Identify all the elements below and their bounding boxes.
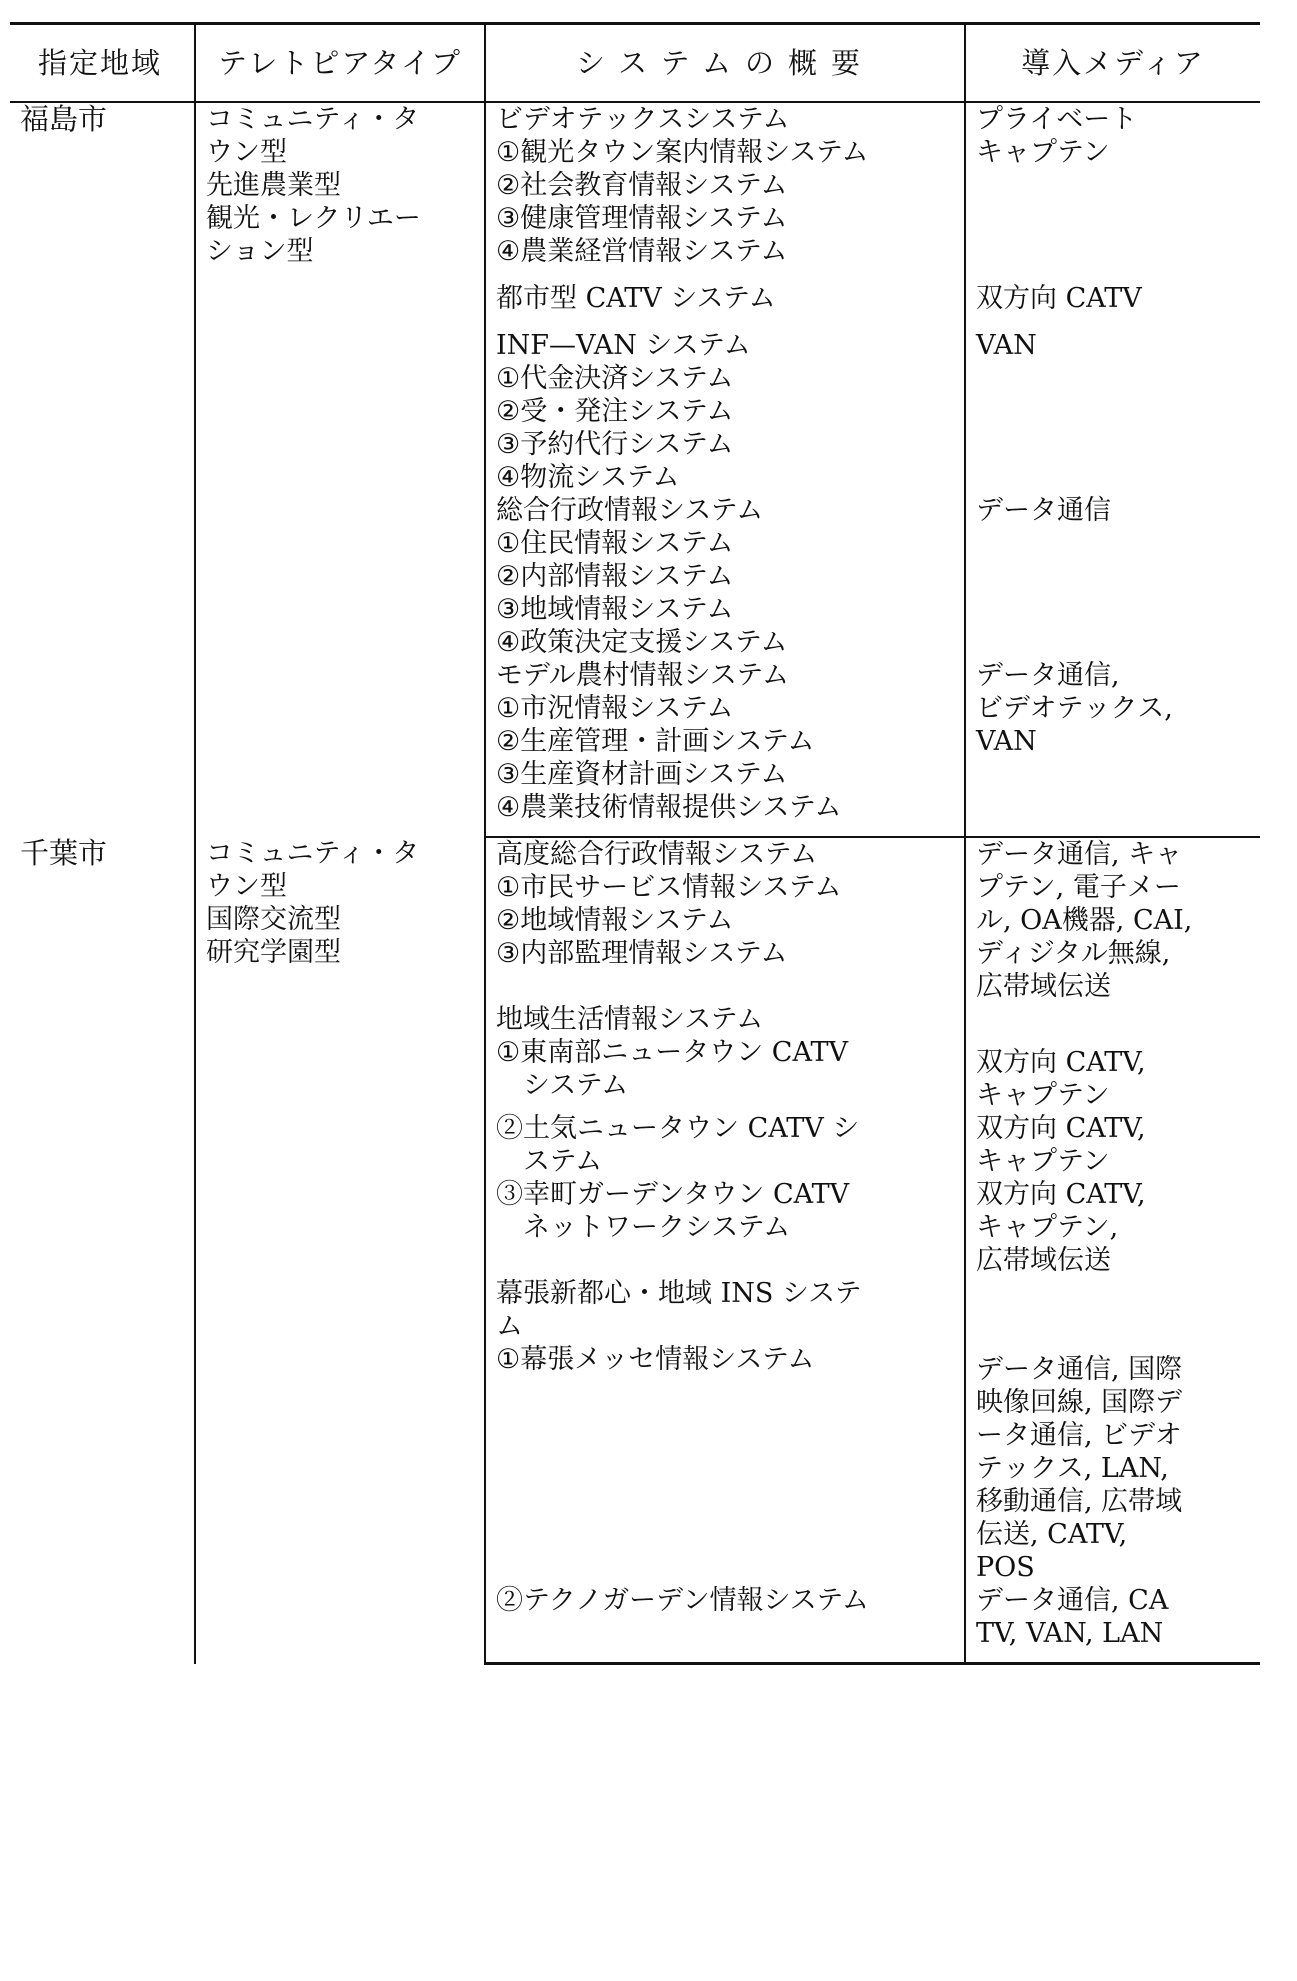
system-media: データ通信, CA TV, VAN, LAN (965, 1584, 1260, 1664)
system-summary: ビデオテックスシステム ①観光タウン案内情報システム ②社会教育情報システム ③健康管理情報システム ④農業経営情報システム (485, 102, 965, 282)
system-media: VAN (976, 330, 1037, 361)
header-summary: システムの概要 (485, 24, 965, 103)
system-summary: モデル農村情報システム ①市況情報システム ②生産管理・計画システム ③生産資材計画システム ④農業技術情報提供システム (485, 659, 965, 837)
region-types: コミュニティ・タ ウン型 先進農業型 観光・レクリエー ション型 (195, 102, 485, 837)
system-media: 双方向 CATV, キャプテン (976, 1047, 1146, 1111)
document-page (10, 22, 1260, 1665)
system-media: データ通信 (976, 495, 1111, 526)
header-region: 指定地域 (10, 24, 195, 103)
system-summary: INF—VAN システム ①代金決済システム ②受・発注システム ③予約代行システム ④物流システム (485, 329, 965, 494)
system-media: データ通信, キャ プテン, 電子メー ル, OA機器, CAI, ディジタル無線, 広帯域伝送 (976, 839, 1193, 1002)
system-summary: 総合行政情報システム ①住民情報システム ②内部情報システム ③地域情報システム ④政策決定支援システム (485, 494, 965, 659)
system-summary: ②土気ニュータウン CATV シ ステム (485, 1112, 965, 1178)
header-type: テレトピアタイプ (195, 24, 485, 103)
system-summary: 地域生活情報システム ①東南部ニュータウン CATV システム (485, 1003, 965, 1112)
system-media: 双方向 CATV, キャプテン (976, 1113, 1146, 1177)
system-media: データ通信, ビデオテックス, VAN (965, 659, 1260, 837)
system-media: プライベート キャプテン (976, 104, 1138, 168)
region-types: コミュニティ・タ ウン型 国際交流型 研究学園型 (195, 837, 485, 1664)
system-media: 双方向 CATV, キャプテン, 広帯域伝送 (976, 1179, 1146, 1276)
system-summary: ③幸町ガーデンタウン CATV ネットワークシステム (485, 1178, 965, 1277)
region-name: 千葉市 (10, 837, 195, 1664)
system-summary: 幕張新都心・地域 INS システ ム ①幕張メッセ情報システム (485, 1277, 965, 1584)
system-summary: ②テクノガーデン情報システム (485, 1584, 965, 1664)
header-media: 導入メディア (965, 24, 1260, 103)
system-summary: 高度総合行政情報システム ①市民サービス情報システム ②地域情報システム ③内部監理情報システム (485, 837, 965, 1003)
table-row (10, 102, 1260, 282)
header-row (10, 24, 1260, 103)
system-media: 双方向 CATV (976, 283, 1142, 314)
system-summary: 都市型 CATV システム (485, 282, 965, 329)
table-row (10, 837, 1260, 1003)
teletopia-table (10, 22, 1260, 1665)
region-name: 福島市 (10, 102, 195, 837)
system-media: データ通信, 国際 映像回線, 国際デ ータ通信, ビデオ テックス, LAN, 移動通信, 広帯域 伝送, CATV, POS (976, 1354, 1183, 1583)
